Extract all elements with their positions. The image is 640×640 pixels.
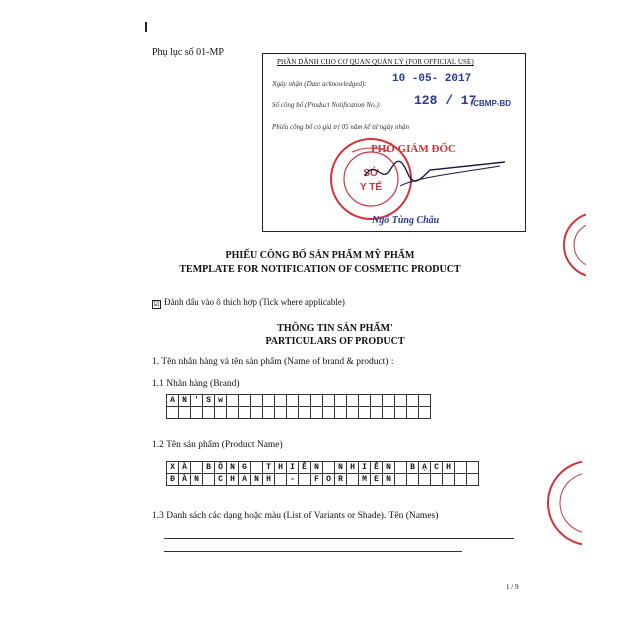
grid-cell [407, 395, 419, 407]
grid-cell [467, 462, 479, 474]
grid-cell [395, 395, 407, 407]
product-row-2 [167, 474, 479, 486]
grid-cell: I [359, 462, 371, 474]
grid-cell: G [239, 462, 251, 474]
grid-cell [299, 474, 311, 486]
grid-cell [383, 395, 395, 407]
grid-cell [239, 395, 251, 407]
grid-cell [227, 407, 239, 419]
grid-cell [395, 407, 407, 419]
grid-cell: B [407, 462, 419, 474]
product-name-grid [166, 461, 479, 486]
grid-cell: N [191, 474, 203, 486]
grid-cell [407, 407, 419, 419]
grid-cell: A [167, 395, 179, 407]
grid-cell: À [179, 462, 191, 474]
grid-cell [407, 474, 419, 486]
grid-cell: N [179, 395, 191, 407]
grid-cell [419, 474, 431, 486]
grid-cell [467, 474, 479, 486]
grid-cell: - [287, 474, 299, 486]
grid-cell [323, 395, 335, 407]
grid-cell: O [323, 474, 335, 486]
grid-cell [419, 395, 431, 407]
grid-cell [395, 474, 407, 486]
item-1-3-label: 1.3 Danh sách các dạng hoặc màu (List of Variants or Shade). Tên (Names) [152, 511, 439, 521]
grid-cell [371, 407, 383, 419]
grid-cell [239, 407, 251, 419]
grid-cell: F [311, 474, 323, 486]
brand-row-2 [167, 407, 431, 419]
grid-cell: ' [191, 395, 203, 407]
item-1-1-label: 1.1 Nhãn hàng (Brand) [152, 379, 240, 389]
item-1-label: 1. Tên nhãn hàng và tên sản phẩm (Name of brand & product) : [152, 357, 394, 367]
grid-cell [167, 407, 179, 419]
grid-cell: X [167, 462, 179, 474]
grid-cell [275, 474, 287, 486]
validity-label: Phiếu công bố có giá trị 05 năm kể từ ngày nhận [272, 123, 409, 131]
deputy-director-title: PHÓ GIÁM ĐỐC [371, 143, 456, 155]
grid-cell [263, 395, 275, 407]
grid-cell [191, 407, 203, 419]
grid-cell: N [311, 462, 323, 474]
grid-cell [227, 395, 239, 407]
grid-cell [455, 474, 467, 486]
tick-instruction [152, 297, 345, 308]
grid-cell: Ạ [419, 462, 431, 474]
grid-cell: N [383, 462, 395, 474]
grid-cell: R [335, 474, 347, 486]
grid-cell [395, 462, 407, 474]
grid-cell: B [203, 462, 215, 474]
grid-cell [347, 395, 359, 407]
grid-cell [443, 474, 455, 486]
grid-cell [383, 407, 395, 419]
grid-cell [347, 407, 359, 419]
grid-cell [203, 474, 215, 486]
grid-cell [287, 407, 299, 419]
notification-number-suffix: /CBMP-BD [471, 99, 511, 108]
grid-cell: H [263, 474, 275, 486]
brand-row-1 [167, 395, 431, 407]
margin-tick-mark [145, 22, 147, 32]
grid-cell: Ô [215, 462, 227, 474]
product-row-1 [167, 462, 479, 474]
grid-cell: H [227, 474, 239, 486]
grid-cell: T [263, 462, 275, 474]
grid-cell: I [287, 462, 299, 474]
section-title-english: PARTICULARS OF PRODUCT [265, 336, 405, 347]
form-title-vietnamese: PHIẾU CÔNG BỐ SẢN PHẨM MỸ PHẨM [225, 250, 415, 261]
grid-cell: Ê [371, 462, 383, 474]
grid-cell [275, 395, 287, 407]
grid-cell: C [215, 474, 227, 486]
grid-cell [311, 395, 323, 407]
names-blank-line-2 [164, 551, 462, 552]
grid-cell: A [239, 474, 251, 486]
grid-cell [287, 395, 299, 407]
grid-cell: S [203, 395, 215, 407]
grid-cell [311, 407, 323, 419]
notification-number-value: 128 / 17 [414, 93, 477, 108]
grid-cell: H [347, 462, 359, 474]
grid-cell: N [251, 474, 263, 486]
grid-cell: C [431, 462, 443, 474]
brand-grid [166, 394, 431, 419]
grid-cell [359, 395, 371, 407]
grid-cell [431, 474, 443, 486]
item-1-2-label: 1.2 Tên sản phẩm (Product Name) [152, 440, 283, 450]
grid-cell [323, 462, 335, 474]
grid-cell: N [335, 462, 347, 474]
grid-cell [335, 395, 347, 407]
grid-cell [251, 407, 263, 419]
official-use-heading: PHẦN DÀNH CHO CƠ QUAN QUẢN LÝ (FOR OFFICIAL USE) [277, 58, 474, 66]
grid-cell [323, 407, 335, 419]
appendix-label: Phụ lục số 01-MP [152, 47, 224, 58]
grid-cell [371, 395, 383, 407]
grid-cell [299, 395, 311, 407]
form-title-english: TEMPLATE FOR NOTIFICATION OF COSMETIC PRODUCT [179, 264, 461, 275]
grid-cell: E [371, 474, 383, 486]
grid-cell [251, 395, 263, 407]
grid-cell: H [443, 462, 455, 474]
grid-cell [179, 407, 191, 419]
svg-text:Y TẾ: Y TẾ [359, 182, 383, 193]
grid-cell [419, 407, 431, 419]
date-acknowledged-value: 10 -05- 2017 [392, 73, 472, 85]
grid-cell: Ê [299, 462, 311, 474]
partial-stamp-bottom-icon [542, 458, 582, 548]
grid-cell [263, 407, 275, 419]
notification-number-label: Số công bố (Product Notification No.): [272, 101, 382, 109]
grid-cell [275, 407, 287, 419]
grid-cell: H [275, 462, 287, 474]
tick-instruction-text: Đánh dấu vào ô thích hợp (Tick where applicable) [164, 297, 345, 307]
names-blank-line-1 [164, 538, 514, 539]
grid-cell [191, 462, 203, 474]
page-number: 1 / 9 [506, 583, 519, 591]
grid-cell [299, 407, 311, 419]
section-title-vietnamese: THÔNG TIN SẢN PHẨM' [277, 323, 393, 334]
grid-cell [251, 462, 263, 474]
grid-cell [359, 407, 371, 419]
signature-icon [360, 148, 510, 192]
grid-cell: N [383, 474, 395, 486]
grid-cell [335, 407, 347, 419]
date-acknowledged-label: Ngày nhận (Date acknowledged): [272, 80, 367, 88]
grid-cell: N [227, 462, 239, 474]
grid-cell: Đ [167, 474, 179, 486]
grid-cell [203, 407, 215, 419]
grid-cell: M [359, 474, 371, 486]
grid-cell: À [179, 474, 191, 486]
grid-cell [215, 407, 227, 419]
grid-cell: w [215, 395, 227, 407]
checkbox-icon: ☑ [153, 300, 160, 308]
signer-name: Ngô Tùng Châu [372, 215, 440, 226]
grid-cell [347, 474, 359, 486]
grid-cell [455, 462, 467, 474]
svg-text:SỞ: SỞ [363, 168, 379, 179]
